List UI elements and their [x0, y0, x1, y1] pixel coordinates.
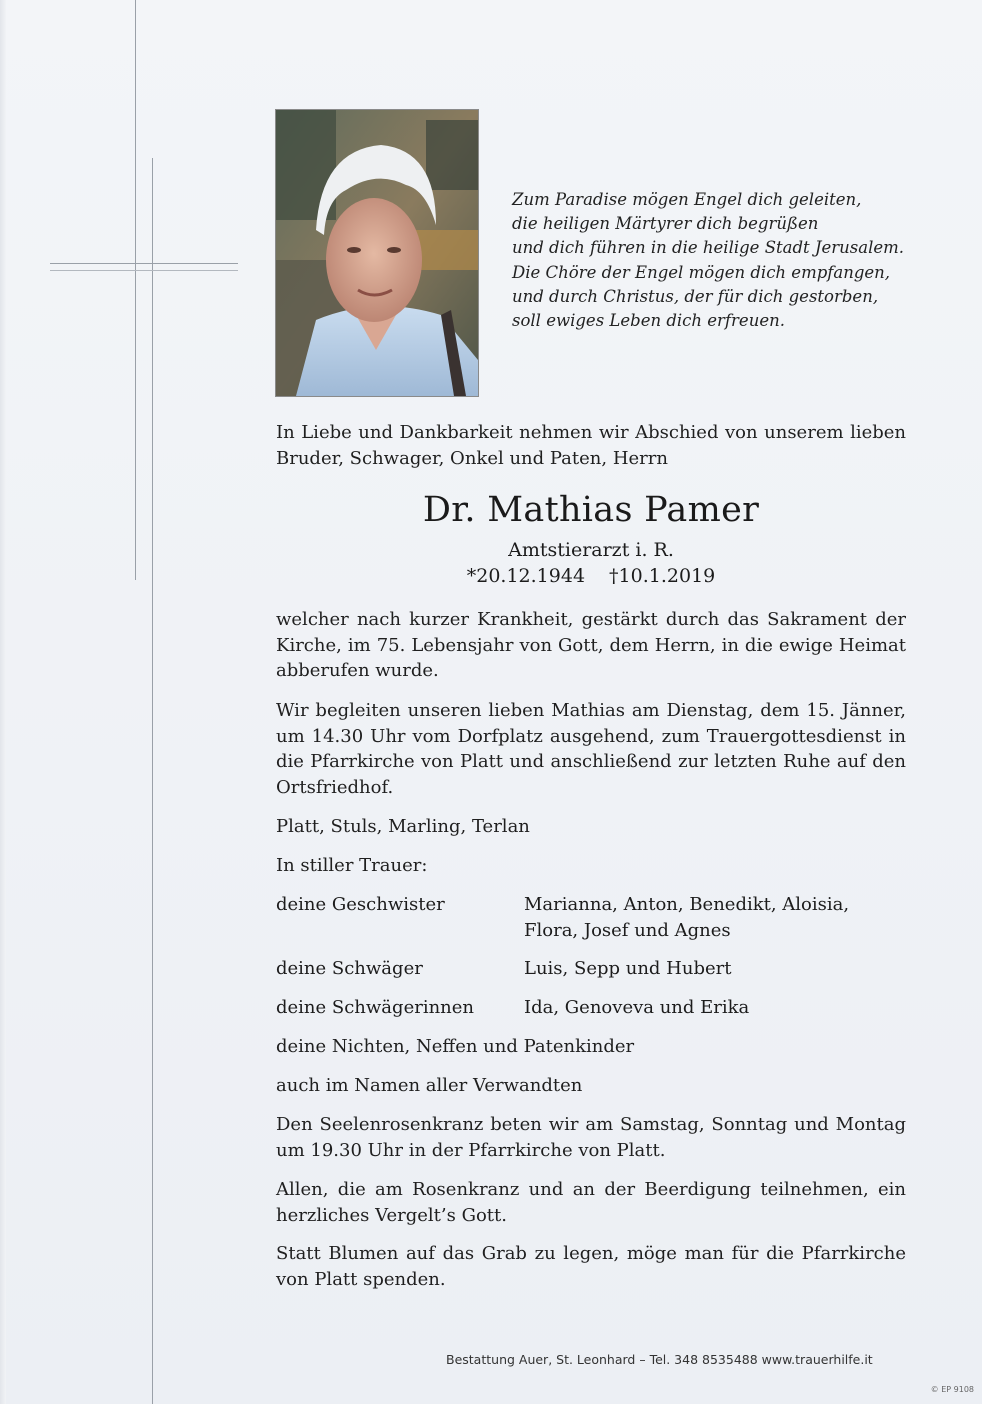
birth-date: *20.12.1944: [466, 565, 586, 587]
cross-horizontal-line-2: [50, 270, 238, 271]
mourner-names: Marianna, Anton, Benedikt, Aloisia, Flora, Josef und Agnes: [524, 894, 850, 941]
profession: Amtstierarzt i. R.: [508, 539, 674, 561]
paragraph-donation: Statt Blumen auf das Grab zu legen, möge man für die Pfarrkirche von Platt spenden.: [276, 1243, 906, 1290]
intro-text: In Liebe und Dankbarkeit nehmen wir Abschied von unserem lieben Bruder, Schwager, Onkel und Paten, Herrn: [276, 422, 906, 469]
mourner-label: deine Geschwister: [276, 894, 445, 915]
poem-line: und dich führen in die heilige Stadt Jerusalem.: [512, 238, 905, 258]
funeral-home-footer: Bestattung Auer, St. Leonhard – Tel. 348 8535488 www.trauerhilfe.it: [446, 1352, 873, 1367]
cross-vertical-line-2: [152, 158, 153, 1404]
mourner-label: deine Schwäger: [276, 958, 423, 979]
mourner-names: Luis, Sepp und Hubert: [524, 958, 732, 979]
mourner-names: Ida, Genoveva und Erika: [524, 997, 750, 1018]
paragraph-thanks: Allen, die am Rosenkranz und an der Beerdigung teilnehmen, ein herzliches Vergelt’s Gott.: [276, 1179, 906, 1226]
relatives: auch im Namen aller Verwandten: [276, 1075, 583, 1096]
nieces-nephews: deine Nichten, Neffen und Patenkinder: [276, 1036, 635, 1057]
deceased-name: Dr. Mathias Pamer: [422, 490, 760, 530]
paragraph-funeral: Wir begleiten unseren lieben Mathias am Dienstag, dem 15. Jänner, um 14.30 Uhr vom Dorfplatz ausgehend, zum Trauergottesdienst in die Pfarrkirche von Platt und anschließend zur letzten Ruhe auf den Ortsfriedhof.: [276, 700, 906, 798]
paper-edge: [0, 0, 6, 1404]
paragraph-rosary: Den Seelenrosenkranz beten wir am Samstag, Sonntag und Montag um 19.30 Uhr in der Pfarrkirche von Platt.: [276, 1114, 906, 1161]
mourning-heading: In stiller Trauer:: [276, 855, 428, 876]
death-date: †10.1.2019: [609, 565, 716, 587]
paragraph-passing: welcher nach kurzer Krankheit, gestärkt durch das Sakrament der Kirche, im 75. Lebensjahr von Gott, dem Herrn, in die ewige Heimat abberufen wurde.: [276, 609, 906, 681]
poem-line: die heiligen Märtyrer dich begrüßen: [512, 214, 819, 234]
poem-line: Zum Paradise mögen Engel dich geleiten,: [512, 190, 862, 209]
poem: [512, 188, 942, 333]
poem-line: soll ewiges Leben dich erfreuen.: [512, 311, 785, 331]
cross-vertical-line-1: [135, 0, 136, 580]
poem-line: Die Chöre der Engel mögen dich empfangen,: [512, 262, 891, 282]
life-dates: [276, 563, 906, 589]
cross-horizontal-line-1: [50, 263, 238, 264]
mourner-label: deine Schwägerinnen: [276, 997, 475, 1018]
poem-line: und durch Christus, der für dich gestorben,: [512, 286, 879, 306]
portrait-photo: [275, 109, 479, 397]
places: Platt, Stuls, Marling, Terlan: [276, 816, 530, 837]
print-code: © EP 9108: [930, 1385, 974, 1394]
